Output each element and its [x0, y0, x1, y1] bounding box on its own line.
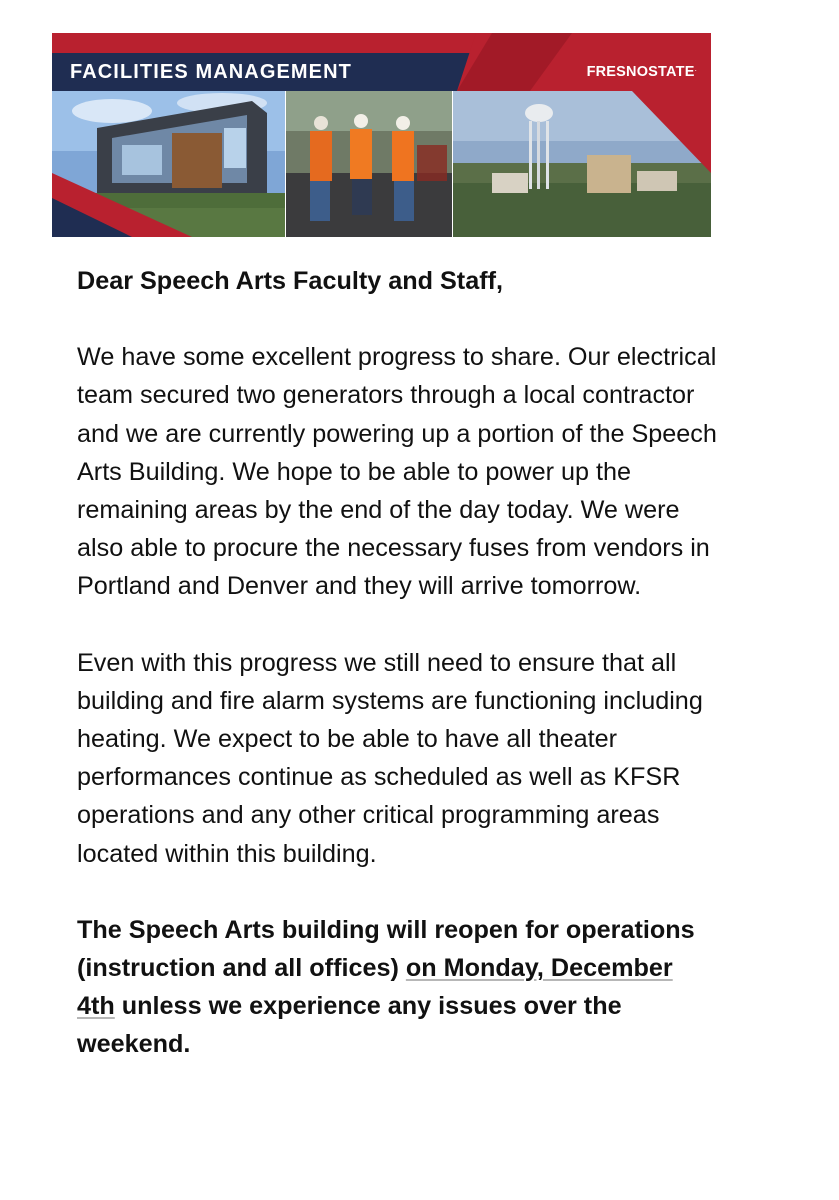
fresno-state-logo — [587, 64, 697, 80]
letter-body — [77, 262, 717, 1064]
divider-line — [285, 91, 286, 237]
paragraph-reopen — [77, 911, 717, 1064]
paragraph-progress: We have some excellent progress to share. Our electrical team secured two generators through a local contractor and we are currently powering up a portion of the Speech Arts Building. We hope to be able to power up the remaining areas by the end of the day today. We were also able to procure the necessary fuses from vendors in Portland and Denver and they will arrive tomorrow. — [77, 343, 717, 601]
banner-title: FACILITIES MANAGEMENT — [70, 61, 352, 83]
paragraph-systems: Even with this progress we still need to ensure that all building and fire alarm systems are functioning including heating. We expect to be able to have all theater performances continue as scheduled as well as KFSR operations and any other critical programming areas located within this building. — [77, 648, 703, 868]
reopen-date: on Monday, December 4th — [77, 954, 673, 1021]
reopen-text: The Speech Arts building will reopen for operations (instruction and all offices) — [77, 915, 695, 983]
water-tower-photo — [453, 91, 711, 237]
divider-line — [452, 91, 453, 237]
workers-photo — [286, 91, 452, 237]
reopen-condition: unless we experience any issues over the weekend. — [77, 992, 622, 1059]
logo-text: FRESNOSTATE — [586, 64, 695, 80]
logo-mark: . — [694, 64, 697, 73]
greeting: Dear Speech Arts Faculty and Staff, — [77, 267, 503, 295]
facilities-banner — [52, 33, 711, 237]
